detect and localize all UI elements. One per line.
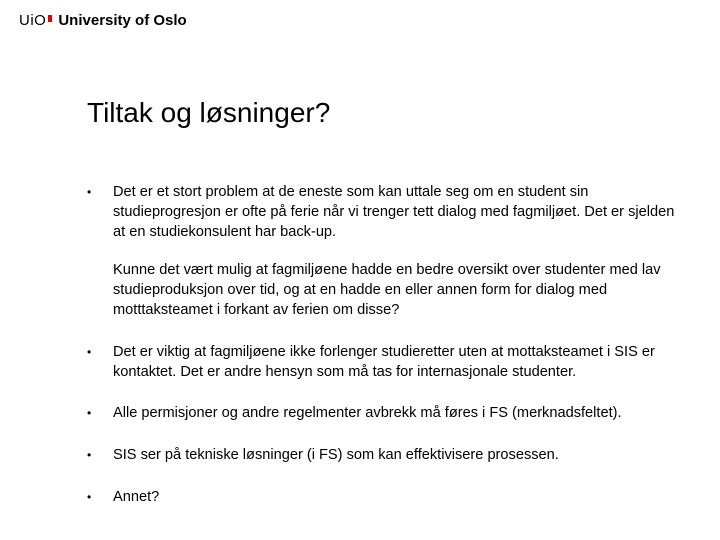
bullet-text: Det er et stort problem at de eneste som kan uttale seg om en student sin studieprogresjon er ofte på ferie når vi trenger tett dialog med fagmiljøet. Det er sjelden at en studiekonsulent har back-up. <box>113 184 675 240</box>
bullet-icon: • <box>87 345 92 359</box>
bullet-item <box>87 342 687 382</box>
bullet-text: Annet? <box>113 489 160 505</box>
bullet-text: Det er viktig at fagmiljøene ikke forlenger studieretter uten at mottaksteamet i SIS er kontaktet. Det er andre hensyn som må tas for internasjonale studenter. <box>113 344 655 380</box>
slide-title: Tiltak og løsninger? <box>87 97 331 128</box>
bullet-text: Kunne det vært mulig at fagmiljøene hadde en bedre oversikt over studenter med lav studieproduksjon over tid, og at en hadde en eller annen form for dialog med motttaksteamet i forkant av ferien om disse? <box>113 262 661 318</box>
university-logo <box>19 11 187 31</box>
bullet-item <box>87 487 687 507</box>
bullet-item <box>87 182 687 320</box>
bullet-text: SIS ser på tekniske løsninger (i FS) som kan effektivisere prosessen. <box>113 447 559 463</box>
logo-abbreviation: UiO <box>19 12 47 29</box>
bullet-icon: • <box>87 490 92 504</box>
bullet-item <box>87 403 687 423</box>
bullet-list <box>87 182 687 507</box>
bullet-icon: • <box>87 406 92 420</box>
bullet-item <box>87 445 687 465</box>
bullet-icon: • <box>87 185 92 199</box>
logo-dot-icon <box>48 15 52 19</box>
bullet-icon: • <box>87 448 92 462</box>
logo-university-name: University of Oslo <box>58 12 187 29</box>
bullet-text: Alle permisjoner og andre regelmenter avbrekk må føres i FS (merknadsfeltet). <box>113 405 622 421</box>
